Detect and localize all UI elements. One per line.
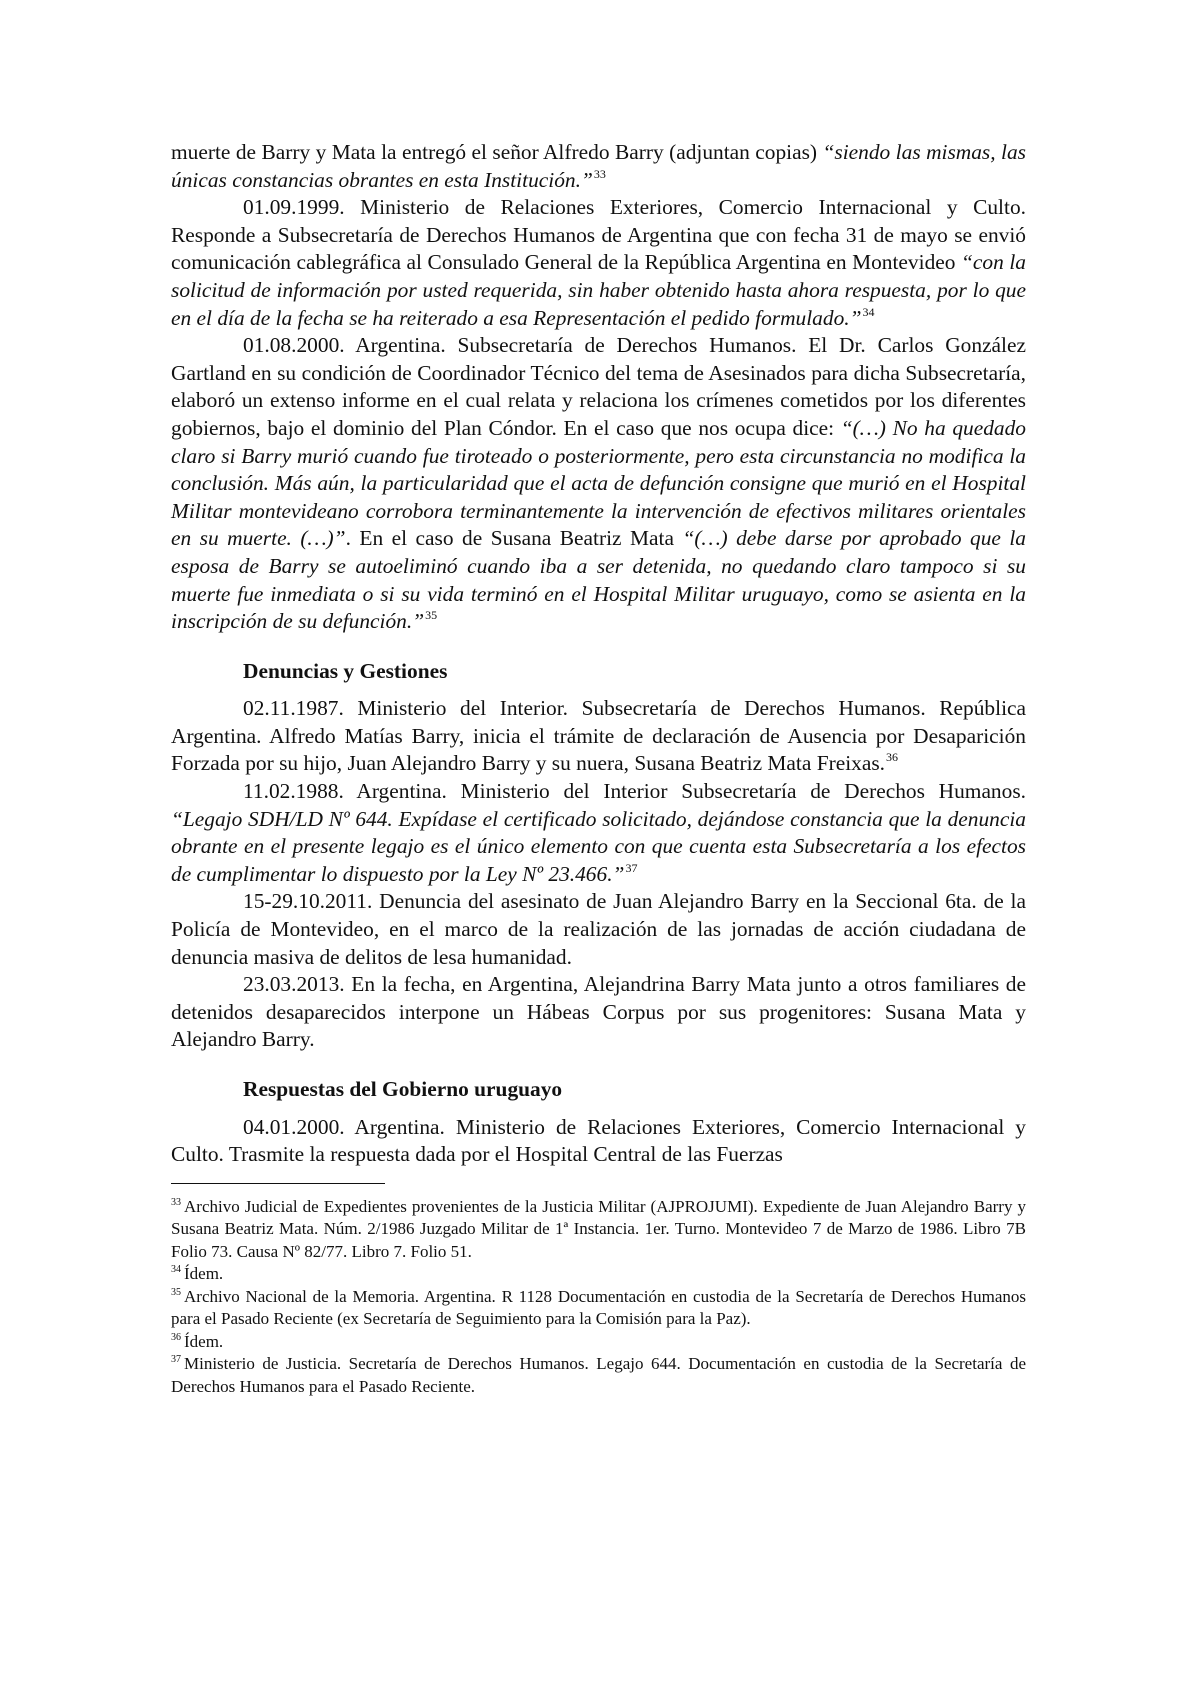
paragraph-text: 02.11.1987. Ministerio del Interior. Subsecretaría de Derechos Humanos. República Argentina. Alfredo Matías Barry, inicia el trámite de declaración de Ausencia por Desaparición Forzada por su hijo, Juan Alejandro Barry y su nuera, Susana Beatriz Mata Freixas. — [171, 696, 1026, 776]
section-heading-denuncias: Denuncias y Gestiones — [243, 658, 448, 683]
footnote-35 — [171, 1286, 1026, 1331]
paragraph-2000 — [171, 332, 1026, 636]
footnote-number: 34 — [171, 1264, 181, 1276]
footnotes — [171, 1196, 1026, 1399]
footnote-33 — [171, 1196, 1026, 1264]
quote-text: “(…) No ha quedado claro si Barry murió cuando fue tiroteado o posteriormente, pero esta circunstancia no modifica la conclusión. Más aún, la particularidad que el acta de defunción consigne que murió en el Hospital Militar montevideano corrobora terminantemente la intervención de efectivos militares orientales en su muerte. (…)” — [171, 415, 1026, 551]
footnote-37 — [171, 1353, 1026, 1398]
footnote-number: 36 — [171, 1331, 181, 1343]
footnote-text: Ministerio de Justicia. Secretaría de Derechos Humanos. Legajo 644. Documentación en custodia de la Secretaría de Derechos Humanos para el Pasado Reciente. — [171, 1354, 1026, 1396]
paragraph-text: 01.08.2000. Argentina. Subsecretaría de Derechos Humanos. El Dr. Carlos González Gartland en su condición de Coordinador Técnico del tema de Asesinados para dicha Subsecretaría, elaboró un extenso informe en el cual relata y relaciona los crímenes cometidos por los diferentes gobiernos, bajo el dominio del Plan Cóndor. En el caso que nos ocupa dice: — [171, 333, 1026, 440]
paragraph-text: . En el caso de Susana Beatriz Mata — [345, 526, 683, 551]
paragraph-text: 01.09.1999. Ministerio de Relaciones Exteriores, Comercio Internacional y Culto. Responde a Subsecretaría de Derechos Humanos de Argentina que con fecha 31 de mayo se envió comunicación cablegráfica al Consulado General de la República Argentina en Montevideo — [171, 195, 1026, 275]
footnote-number: 37 — [171, 1354, 181, 1366]
footnote-text: Ídem. — [184, 1331, 224, 1351]
paragraph-text: muerte de Barry y Mata la entregó el señor Alfredo Barry (adjuntan copias) — [171, 140, 823, 164]
footnote-text: Archivo Judicial de Expedientes provenientes de la Justicia Militar (AJPROJUMI). Expediente de Juan Alejandro Barry y Susana Beatriz Mata. Núm. 2/1986 Juzgado Militar de 1ª Instancia. 1er. Turno. Montevideo 7 de Marzo de 1986. Libro 7B Folio 73. Causa Nº 82/77. Libro 7. Folio 51. — [171, 1196, 1026, 1261]
footnote-text: Ídem. — [184, 1264, 224, 1284]
paragraph-1988 — [171, 778, 1026, 888]
footnote-separator — [171, 1183, 385, 1184]
section-heading-respuestas: Respuestas del Gobierno uruguayo — [243, 1077, 563, 1101]
document-page — [171, 139, 1026, 1398]
footnote-ref: 35 — [425, 608, 438, 623]
footnote-ref: 34 — [862, 304, 875, 319]
footnote-ref: 36 — [886, 750, 899, 765]
footnote-ref: 33 — [593, 166, 606, 181]
footnote-number: 35 — [171, 1286, 181, 1298]
footnote-34 — [171, 1263, 1026, 1286]
paragraph-text: 11.02.1988. Argentina. Ministerio del Interior Subsecretaría de Derechos Humanos. — [243, 779, 1026, 804]
footnote-number: 33 — [171, 1196, 181, 1208]
paragraph-1999 — [171, 194, 1026, 332]
quote-text: “Legajo SDH/LD Nº 644. Expídase el certificado solicitado, dejándose constancia que la denuncia obrante en el presente legajo es el único elemento con que cuenta esta Subsecretaría a los efectos de cumplimentar lo dispuesto por la Ley Nº 23.466.” — [171, 806, 1026, 886]
footnote-ref: 37 — [625, 860, 638, 875]
quote-text: “(…) debe darse por aprobado que la esposa de Barry se autoeliminó cuando iba a ser detenida, no quedando claro tampoco si su muerte fue inmediata o si su vida terminó en el Hospital Militar uruguayo, como se asienta en la inscripción de su defunción.” — [171, 526, 1027, 634]
quote-text: “con la solicitud de información por usted requerida, sin haber obtenido hasta ahora respuesta, por lo que en el día de la fecha se ha reiterado a esa Representación el pedido formulado.” — [171, 250, 1026, 330]
footnote-36 — [171, 1331, 1026, 1354]
paragraph-2013: 23.03.2013. En la fecha, en Argentina, Alejandrina Barry Mata junto a otros familiares de detenidos desaparecidos interpone un Hábeas Corpus por sus progenitores: Susana Mata y Alejandro Barry. — [171, 972, 1026, 1052]
paragraph-continuation — [171, 139, 1026, 194]
paragraph-2011: 15-29.10.2011. Denuncia del asesinato de Juan Alejandro Barry en la Seccional 6ta. de la Policía de Montevideo, en el marco de la realización de las jornadas de acción ciudadana de denuncia masiva de delitos de lesa humanidad. — [171, 889, 1026, 969]
paragraph-1987 — [171, 695, 1026, 778]
footnote-text: Archivo Nacional de la Memoria. Argentina. R 1128 Documentación en custodia de la Secretaría de Derechos Humanos para el Pasado Reciente (ex Secretaría de Seguimiento para la Comisión para la Paz). — [171, 1286, 1026, 1329]
quote-text: “siendo las mismas, las únicas constancias obrantes en esta Institución.” — [171, 140, 1026, 192]
paragraph-2000-respuesta: 04.01.2000. Argentina. Ministerio de Relaciones Exteriores, Comercio Internacional y Culto. Trasmite la respuesta dada por el Hospital Central de las Fuerzas — [171, 1114, 1026, 1167]
